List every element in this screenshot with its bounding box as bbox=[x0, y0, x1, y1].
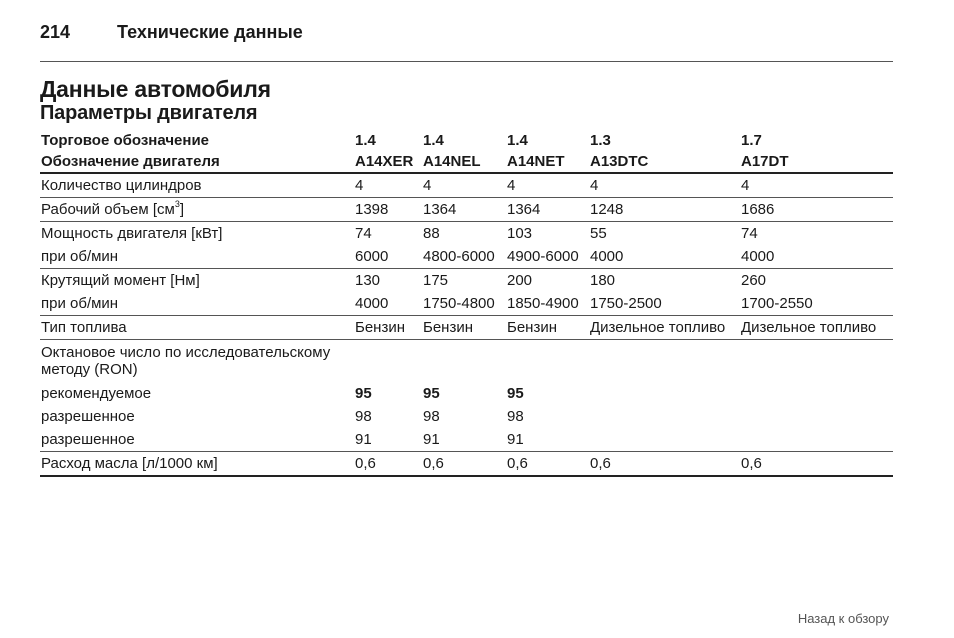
row-value: 4 bbox=[355, 173, 423, 198]
row-label: Октановое число по исследовательскому методу (RON) bbox=[41, 344, 331, 378]
row-value bbox=[741, 405, 893, 428]
row-value: Бензин bbox=[507, 316, 590, 340]
row-value: 1364 bbox=[507, 198, 590, 222]
page-header bbox=[40, 20, 893, 62]
row-value: 4 bbox=[741, 173, 893, 198]
row-label: Мощность двигателя [кВт] bbox=[41, 225, 223, 242]
row-value: 0,6 bbox=[507, 452, 590, 477]
row-value: 98 bbox=[507, 408, 524, 425]
row-value: 175 bbox=[423, 272, 449, 289]
row-value: 6000 bbox=[355, 245, 423, 269]
row-value: 88 bbox=[423, 225, 440, 242]
row-value: 260 bbox=[741, 272, 767, 289]
trade-cell: 1.4 bbox=[355, 132, 376, 149]
table-row bbox=[40, 316, 893, 340]
row-value: 200 bbox=[507, 272, 533, 289]
row-value: 95 bbox=[423, 385, 440, 402]
page-number: 214 bbox=[40, 22, 71, 42]
row-value: 1248 bbox=[590, 198, 741, 222]
row-value bbox=[590, 428, 741, 452]
trade-cell: 1.7 bbox=[741, 132, 762, 149]
trade-cell: 1.4 bbox=[423, 132, 444, 149]
row-value: 98 bbox=[355, 408, 372, 425]
row-value: 103 bbox=[507, 225, 533, 242]
row-value: 91 bbox=[355, 428, 423, 452]
displacement-label: Рабочий объем [см bbox=[41, 201, 175, 218]
row-value: 1850-4900 bbox=[507, 292, 590, 316]
engine-cell: A14NET bbox=[507, 151, 590, 173]
engine-cell: A17DT bbox=[741, 151, 893, 173]
row-value: 1750-2500 bbox=[590, 292, 741, 316]
row-value: 95 bbox=[355, 385, 372, 402]
row-value: 4 bbox=[590, 173, 741, 198]
row-value bbox=[741, 428, 893, 452]
row-value: 74 bbox=[355, 225, 372, 242]
row-value: 1700-2550 bbox=[741, 292, 893, 316]
table-row bbox=[40, 198, 893, 222]
row-label: разрешенное bbox=[41, 408, 135, 425]
table-row bbox=[40, 269, 893, 293]
table-row bbox=[40, 222, 893, 246]
table-row bbox=[40, 292, 893, 316]
table-row bbox=[40, 382, 893, 405]
row-value: 98 bbox=[423, 408, 440, 425]
row-value: 0,6 bbox=[355, 452, 423, 477]
row-label: при об/мин bbox=[40, 292, 355, 316]
row-value: 180 bbox=[590, 272, 616, 289]
table-row bbox=[40, 340, 893, 383]
row-value: 74 bbox=[741, 225, 758, 242]
row-value: 4000 bbox=[355, 292, 423, 316]
row-value: 4000 bbox=[590, 245, 741, 269]
row-value: Дизельное топливо bbox=[590, 316, 741, 340]
row-label: разрешенное bbox=[40, 428, 355, 452]
row-value bbox=[741, 382, 893, 405]
row-value: 1398 bbox=[355, 198, 423, 222]
engine-spec-table bbox=[40, 130, 893, 477]
row-label: Расход масла [л/1000 км] bbox=[40, 452, 355, 477]
row-value bbox=[590, 405, 741, 428]
row-value: 4800-6000 bbox=[423, 245, 507, 269]
row-label: рекомендуемое bbox=[41, 385, 152, 402]
superscript: 3 bbox=[174, 199, 180, 209]
row-value: 0,6 bbox=[741, 452, 893, 477]
trade-label: Торговое обозначение bbox=[41, 132, 210, 149]
section-title: Технические данные bbox=[117, 22, 303, 42]
row-value: 4900-6000 bbox=[507, 245, 590, 269]
trade-cell: 1.3 bbox=[590, 132, 611, 149]
row-value: 0,6 bbox=[590, 452, 741, 477]
back-to-overview-link[interactable]: Назад к обзору bbox=[797, 611, 889, 626]
row-value: 91 bbox=[507, 428, 590, 452]
row-label bbox=[40, 198, 355, 222]
page-subtitle: Параметры двигателя bbox=[40, 102, 258, 124]
engine-cell: A13DTC bbox=[590, 151, 741, 173]
engine-cell: A14XER bbox=[355, 151, 423, 173]
trade-cell: 1.4 bbox=[507, 132, 528, 149]
row-value: 95 bbox=[507, 385, 524, 402]
table-header-row-trade bbox=[40, 130, 893, 151]
row-label: Крутящий момент [Нм] bbox=[41, 272, 200, 289]
row-value: 91 bbox=[423, 428, 507, 452]
row-value: 55 bbox=[590, 225, 607, 242]
engine-label: Обозначение двигателя bbox=[40, 151, 355, 173]
row-value: 4 bbox=[423, 173, 507, 198]
bracket: ] bbox=[179, 201, 184, 218]
row-value: Бензин bbox=[423, 316, 507, 340]
row-value: Бензин bbox=[355, 316, 423, 340]
table-row bbox=[40, 245, 893, 269]
row-value: 4000 bbox=[741, 245, 893, 269]
row-value: 4 bbox=[507, 173, 590, 198]
page-title: Данные автомобиля bbox=[40, 76, 271, 102]
row-label: при об/мин bbox=[40, 245, 355, 269]
table-row bbox=[40, 452, 893, 477]
table-row bbox=[40, 173, 893, 198]
table-row bbox=[40, 405, 893, 428]
row-label: Тип топлива bbox=[40, 316, 355, 340]
row-value: 1364 bbox=[423, 198, 507, 222]
row-value: Дизельное топливо bbox=[741, 316, 893, 340]
table-header-row-engine bbox=[40, 151, 893, 173]
row-value bbox=[590, 382, 741, 405]
table-row bbox=[40, 428, 893, 452]
row-value: 130 bbox=[355, 272, 381, 289]
engine-cell: A14NEL bbox=[423, 151, 507, 173]
row-label: Количество цилиндров bbox=[40, 173, 355, 198]
row-value: 0,6 bbox=[423, 452, 507, 477]
row-value: 1750-4800 bbox=[423, 292, 507, 316]
row-value: 1686 bbox=[741, 198, 893, 222]
